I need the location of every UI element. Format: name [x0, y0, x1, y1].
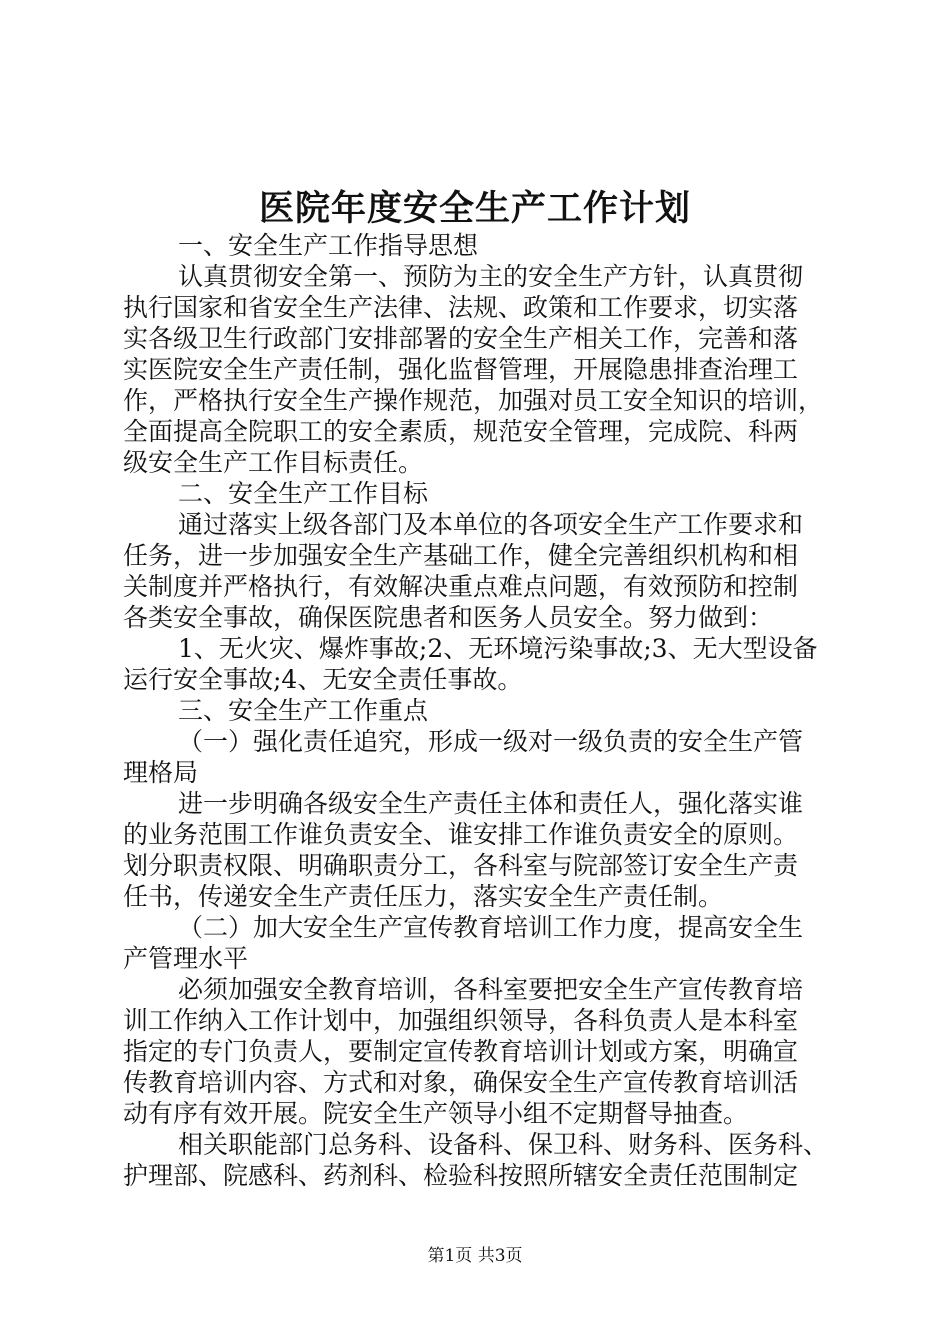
section-heading-1: 一、安全生产工作指导思想 — [178, 231, 479, 260]
subsection-heading-2-continued: 产管理水平 — [123, 944, 249, 973]
paragraph-line: 划分职责权限、明确职责分工，各科室与院部签订安全生产责 — [123, 851, 799, 880]
section-heading-3: 三、安全生产工作重点 — [178, 696, 429, 725]
paragraph-line: 动有序有效开展。院安全生产领导小组不定期督导抽查。 — [123, 1099, 749, 1128]
paragraph-line: 的业务范围工作谁负责安全、谁安排工作谁负责安全的原则。 — [123, 820, 799, 849]
paragraph-line: 全面提高全院职工的安全素质，规范安全管理，完成院、科两 — [123, 417, 799, 446]
paragraph-line: 实医院安全生产责任制，强化监督管理，开展隐患排查治理工 — [123, 355, 799, 384]
paragraph-line: 执行国家和省安全生产法律、法规、政策和工作要求，切实落 — [123, 293, 799, 322]
paragraph-line: 认真贯彻安全第一、预防为主的安全生产方针，认真贯彻 — [178, 262, 804, 291]
paragraph-line: 实各级卫生行政部门安排部署的安全生产相关工作，完善和落 — [123, 324, 799, 353]
paragraph-line: 任务，进一步加强安全生产基础工作，健全完善组织机构和相 — [123, 541, 799, 570]
paragraph-line: 任书，传递安全生产责任压力，落实安全生产责任制。 — [123, 882, 724, 911]
paragraph-line: 必须加强安全教育培训，各科室要把安全生产宣传教育培 — [178, 975, 804, 1004]
paragraph-line: 进一步明确各级安全生产责任主体和责任人，强化落实谁 — [178, 789, 804, 818]
paragraph-line: 运行安全事故;4、无安全责任事故。 — [123, 665, 523, 694]
paragraph-line: 关制度并严格执行，有效解决重点难点问题，有效预防和控制 — [123, 572, 799, 601]
paragraph-line: 指定的专门负责人，要制定宣传教育培训计划或方案，明确宣 — [123, 1037, 799, 1066]
paragraph-line: 传教育培训内容、方式和对象，确保安全生产宣传教育培训活 — [123, 1068, 799, 1097]
paragraph-line: 通过落实上级各部门及本单位的各项安全生产工作要求和 — [178, 510, 804, 539]
paragraph-line: 护理部、院感科、药剂科、检验科按照所辖安全责任范围制定 — [123, 1161, 799, 1190]
paragraph-line: 级安全生产工作目标责任。 — [123, 448, 424, 477]
document-body — [123, 230, 835, 1191]
section-heading-2: 二、安全生产工作目标 — [178, 479, 429, 508]
subsection-heading-1-continued: 理格局 — [123, 758, 199, 787]
page-number-footer: 第1页 共3页 — [427, 1246, 523, 1266]
document-title: 医院年度安全生产工作计划 — [258, 188, 691, 229]
subsection-heading-2: （二）加大安全生产宣传教育培训工作力度，提高安全生 — [178, 913, 804, 942]
paragraph-line: 1、无火灾、爆炸事故;2、无环境污染事故;3、无大型设备 — [178, 634, 818, 663]
paragraph-line: 各类安全事故，确保医院患者和医务人员安全。努力做到： — [123, 603, 774, 632]
paragraph-line: 训工作纳入工作计划中，加强组织领导，各科负责人是本科室 — [123, 1006, 799, 1035]
paragraph-line: 作，严格执行安全生产操作规范，加强对员工安全知识的培训， — [123, 386, 824, 415]
paragraph-line: 相关职能部门总务科、设备科、保卫科、财务科、医务科、 — [178, 1130, 829, 1159]
subsection-heading-1: （一）强化责任追究，形成一级对一级负责的安全生产管 — [178, 727, 804, 756]
